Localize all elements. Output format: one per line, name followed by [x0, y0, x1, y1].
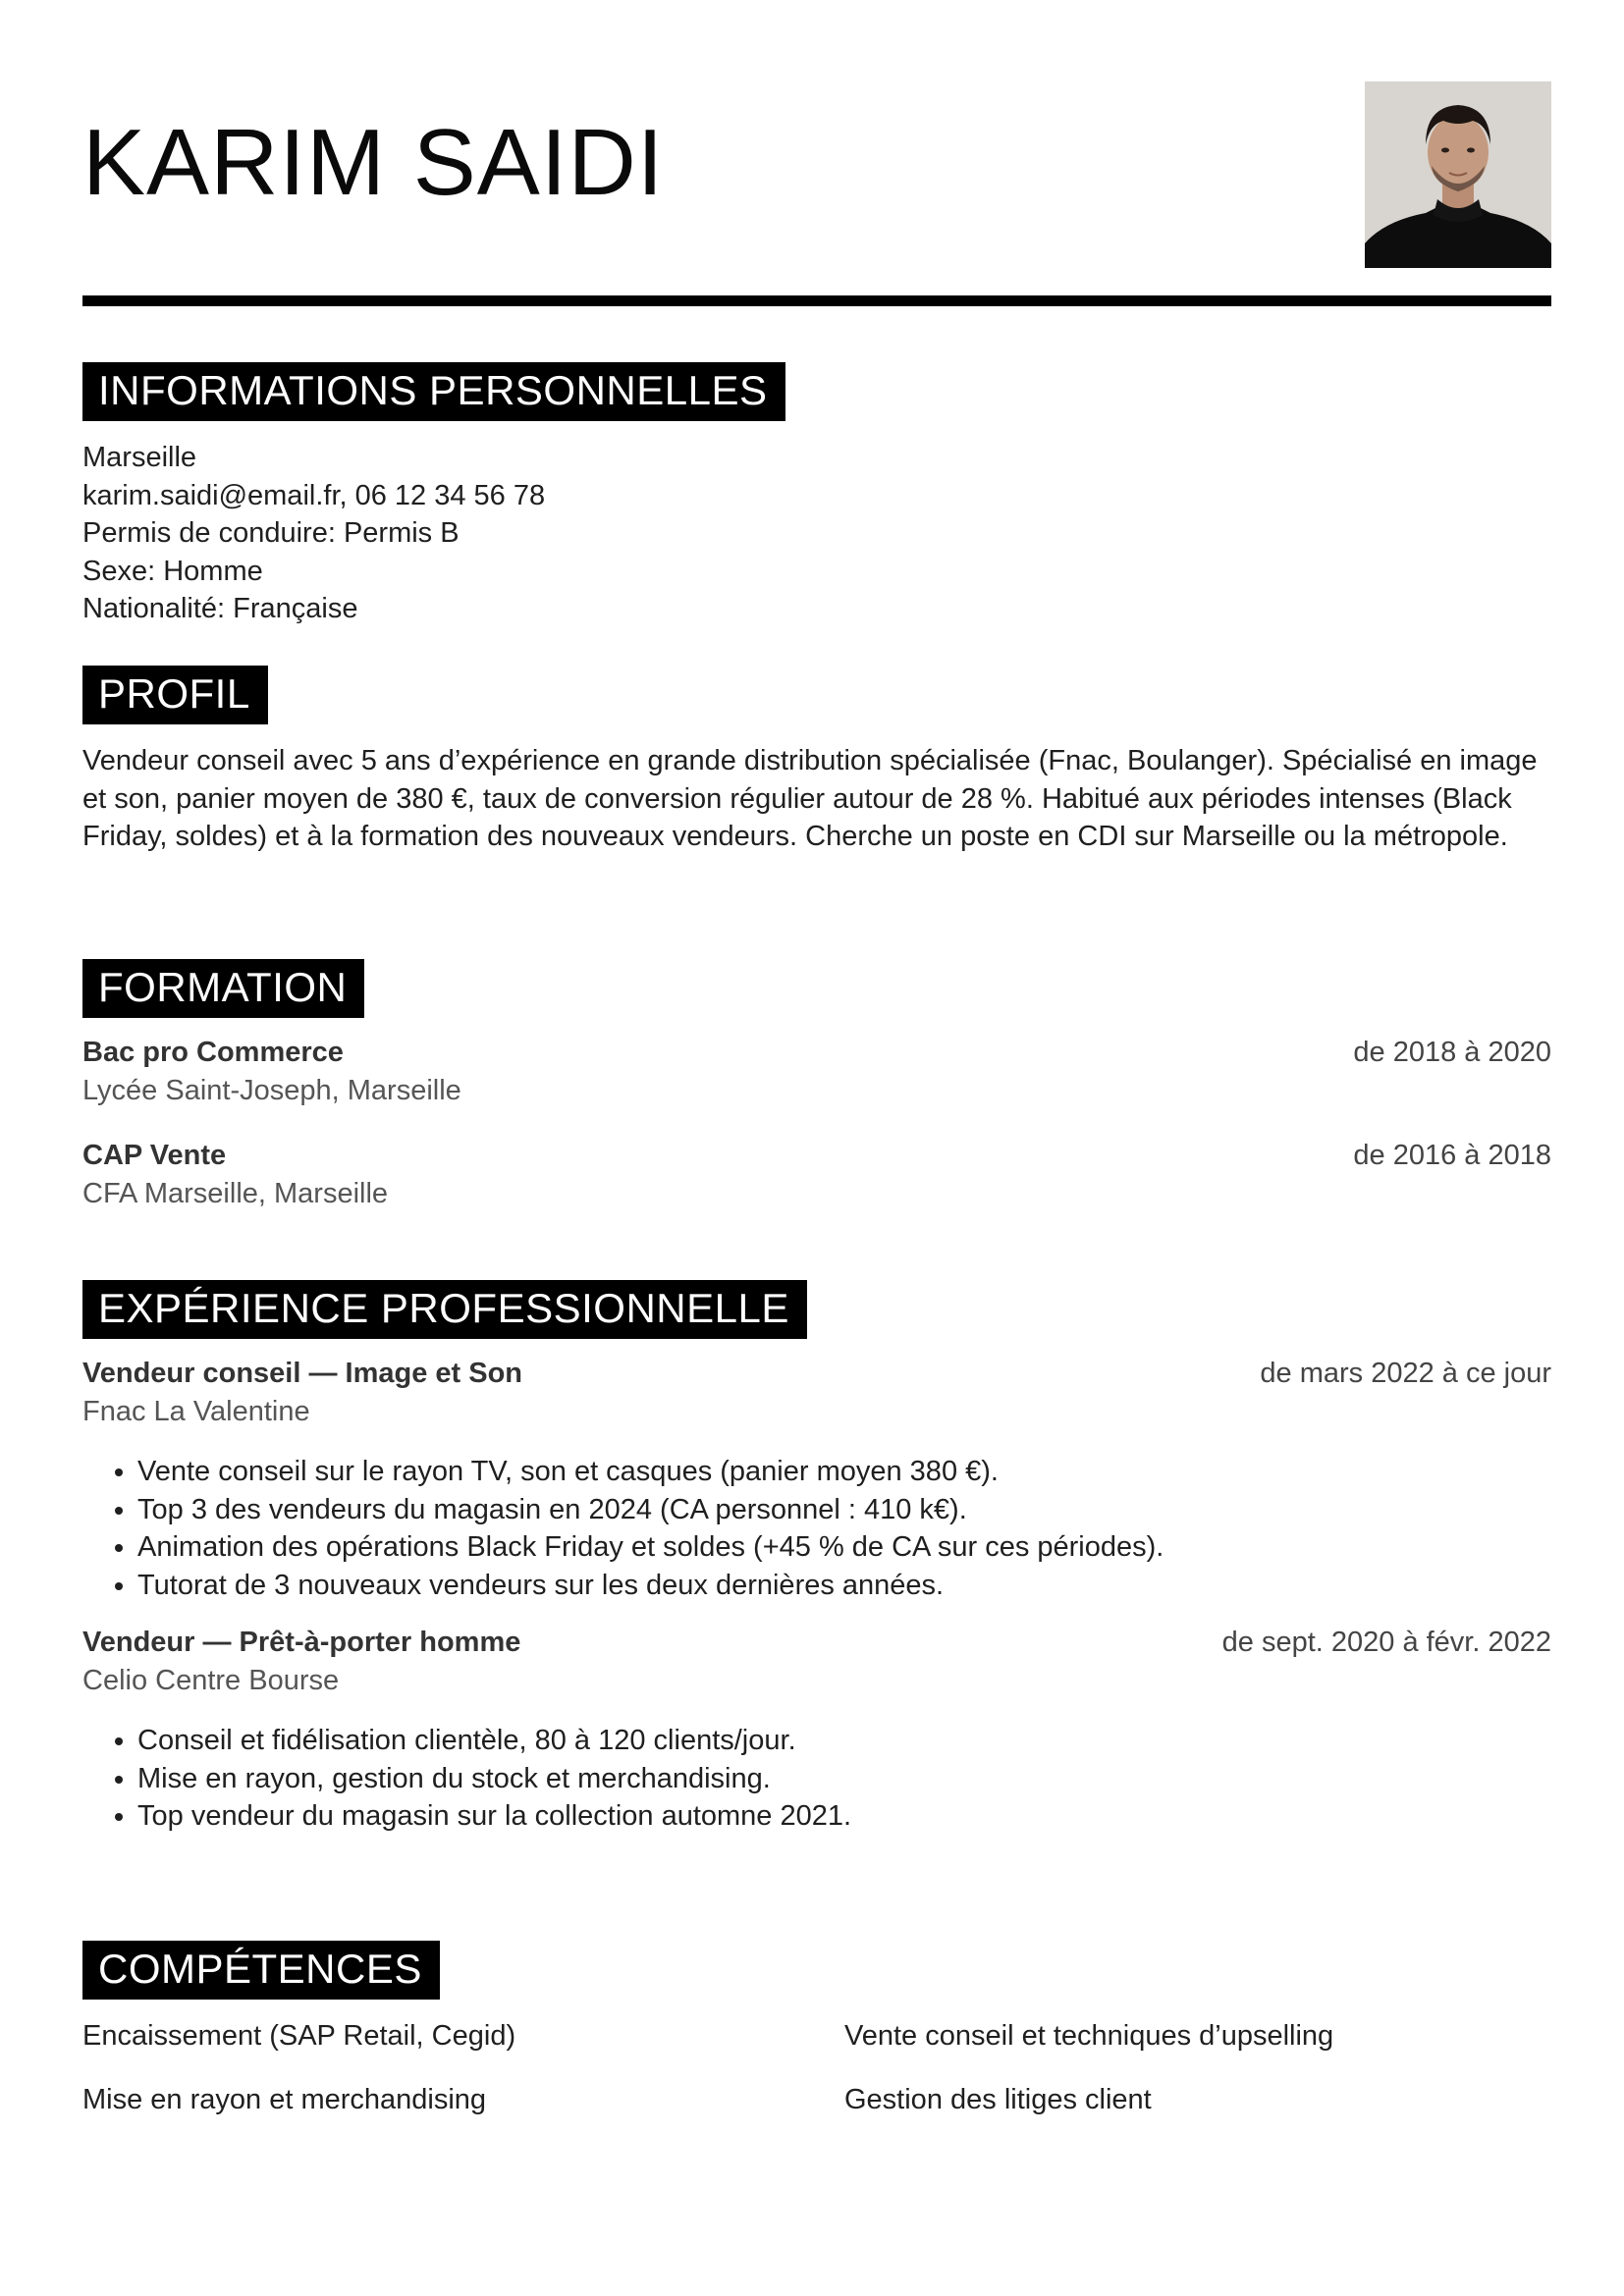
job-achievements — [82, 1722, 1551, 1836]
header-divider — [82, 295, 1551, 306]
skill-item: Vente conseil et techniques d’upselling — [844, 2020, 1334, 2052]
info-driving-license: Permis de conduire: Permis B — [82, 517, 460, 549]
skills-grid — [82, 2017, 1551, 2118]
education-dates: de 2018 à 2020 — [1353, 1037, 1551, 1068]
education-degree: CAP Vente — [82, 1140, 227, 1171]
job-dates: de mars 2022 à ce jour — [1260, 1358, 1551, 1389]
achievement-item: • Top 3 des vendeurs du magasin en 2024 (CA personnel : 410 k€). — [137, 1491, 1551, 1529]
skills-section — [82, 1941, 1551, 2118]
experience-section — [82, 1280, 1551, 1836]
personal-info-lines — [82, 439, 1551, 628]
achievement-item: • Vente conseil sur le rayon TV, son et casques (panier moyen 380 €). — [137, 1453, 1551, 1491]
personal-info-section — [82, 362, 1551, 628]
job-company: Fnac La Valentine — [82, 1396, 310, 1427]
education-dates: de 2016 à 2018 — [1353, 1140, 1551, 1171]
education-section — [82, 959, 1551, 1213]
skill-item: Mise en rayon et merchandising — [82, 2084, 487, 2115]
education-entry — [82, 1137, 1551, 1213]
info-contact: karim.saidi@email.fr, 06 12 34 56 78 — [82, 479, 546, 511]
info-city: Marseille — [82, 442, 197, 473]
section-title-education: FORMATION — [82, 959, 364, 1018]
education-school: Lycée Saint-Joseph, Marseille — [82, 1075, 461, 1106]
info-gender: Sexe: Homme — [82, 555, 263, 587]
info-nationality: Nationalité: Française — [82, 593, 358, 624]
candidate-name: KARIM SAIDI — [82, 110, 665, 215]
job-dates: de sept. 2020 à févr. 2022 — [1221, 1627, 1551, 1658]
achievement-item: • Tutorat de 3 nouveaux vendeurs sur les deux dernières années. — [137, 1567, 1551, 1605]
section-title-personal-info: INFORMATIONS PERSONNELLES — [82, 362, 785, 421]
achievement-item: • Animation des opérations Black Friday et soldes (+45 % de CA sur ces périodes). — [137, 1528, 1551, 1567]
job-achievements — [82, 1453, 1551, 1604]
education-school: CFA Marseille, Marseille — [82, 1178, 389, 1209]
education-degree: Bac pro Commerce — [82, 1037, 344, 1068]
resume-header — [82, 0, 1551, 308]
job-company: Celio Centre Bourse — [82, 1665, 340, 1696]
profile-section — [82, 666, 1551, 856]
section-title-experience: EXPÉRIENCE PROFESSIONNELLE — [82, 1280, 807, 1339]
skill-item: Encaissement (SAP Retail, Cegid) — [82, 2020, 516, 2052]
achievement-item: • Mise en rayon, gestion du stock et merchandising. — [137, 1760, 1551, 1798]
skill-item: Gestion des litiges client — [844, 2084, 1152, 2115]
education-entry — [82, 1034, 1551, 1110]
job-title: Vendeur — Prêt-à-porter homme — [82, 1627, 521, 1658]
profile-photo — [1365, 81, 1551, 268]
job-title: Vendeur conseil — Image et Son — [82, 1358, 523, 1389]
achievement-item: • Top vendeur du magasin sur la collection automne 2021. — [137, 1797, 1551, 1836]
achievement-item: • Conseil et fidélisation clientèle, 80 à 120 clients/jour. — [137, 1722, 1551, 1760]
experience-entry — [82, 1624, 1551, 1836]
resume-page — [82, 0, 1551, 2296]
profile-text: Vendeur conseil avec 5 ans d’expérience en grande distribution spécialisée (Fnac, Boulanger). Spécialisé en image et son, panier moyen de 380 €, taux de conversion régulier autour de 28 %. Habitué aux périodes intenses (Black Friday, soldes) et à la formation des nouveaux vendeurs. Cherche un poste en CDI sur Marseille ou la métropole. — [82, 745, 1538, 852]
section-title-skills: COMPÉTENCES — [82, 1941, 440, 2000]
section-title-profile: PROFIL — [82, 666, 268, 724]
experience-entry — [82, 1355, 1551, 1604]
